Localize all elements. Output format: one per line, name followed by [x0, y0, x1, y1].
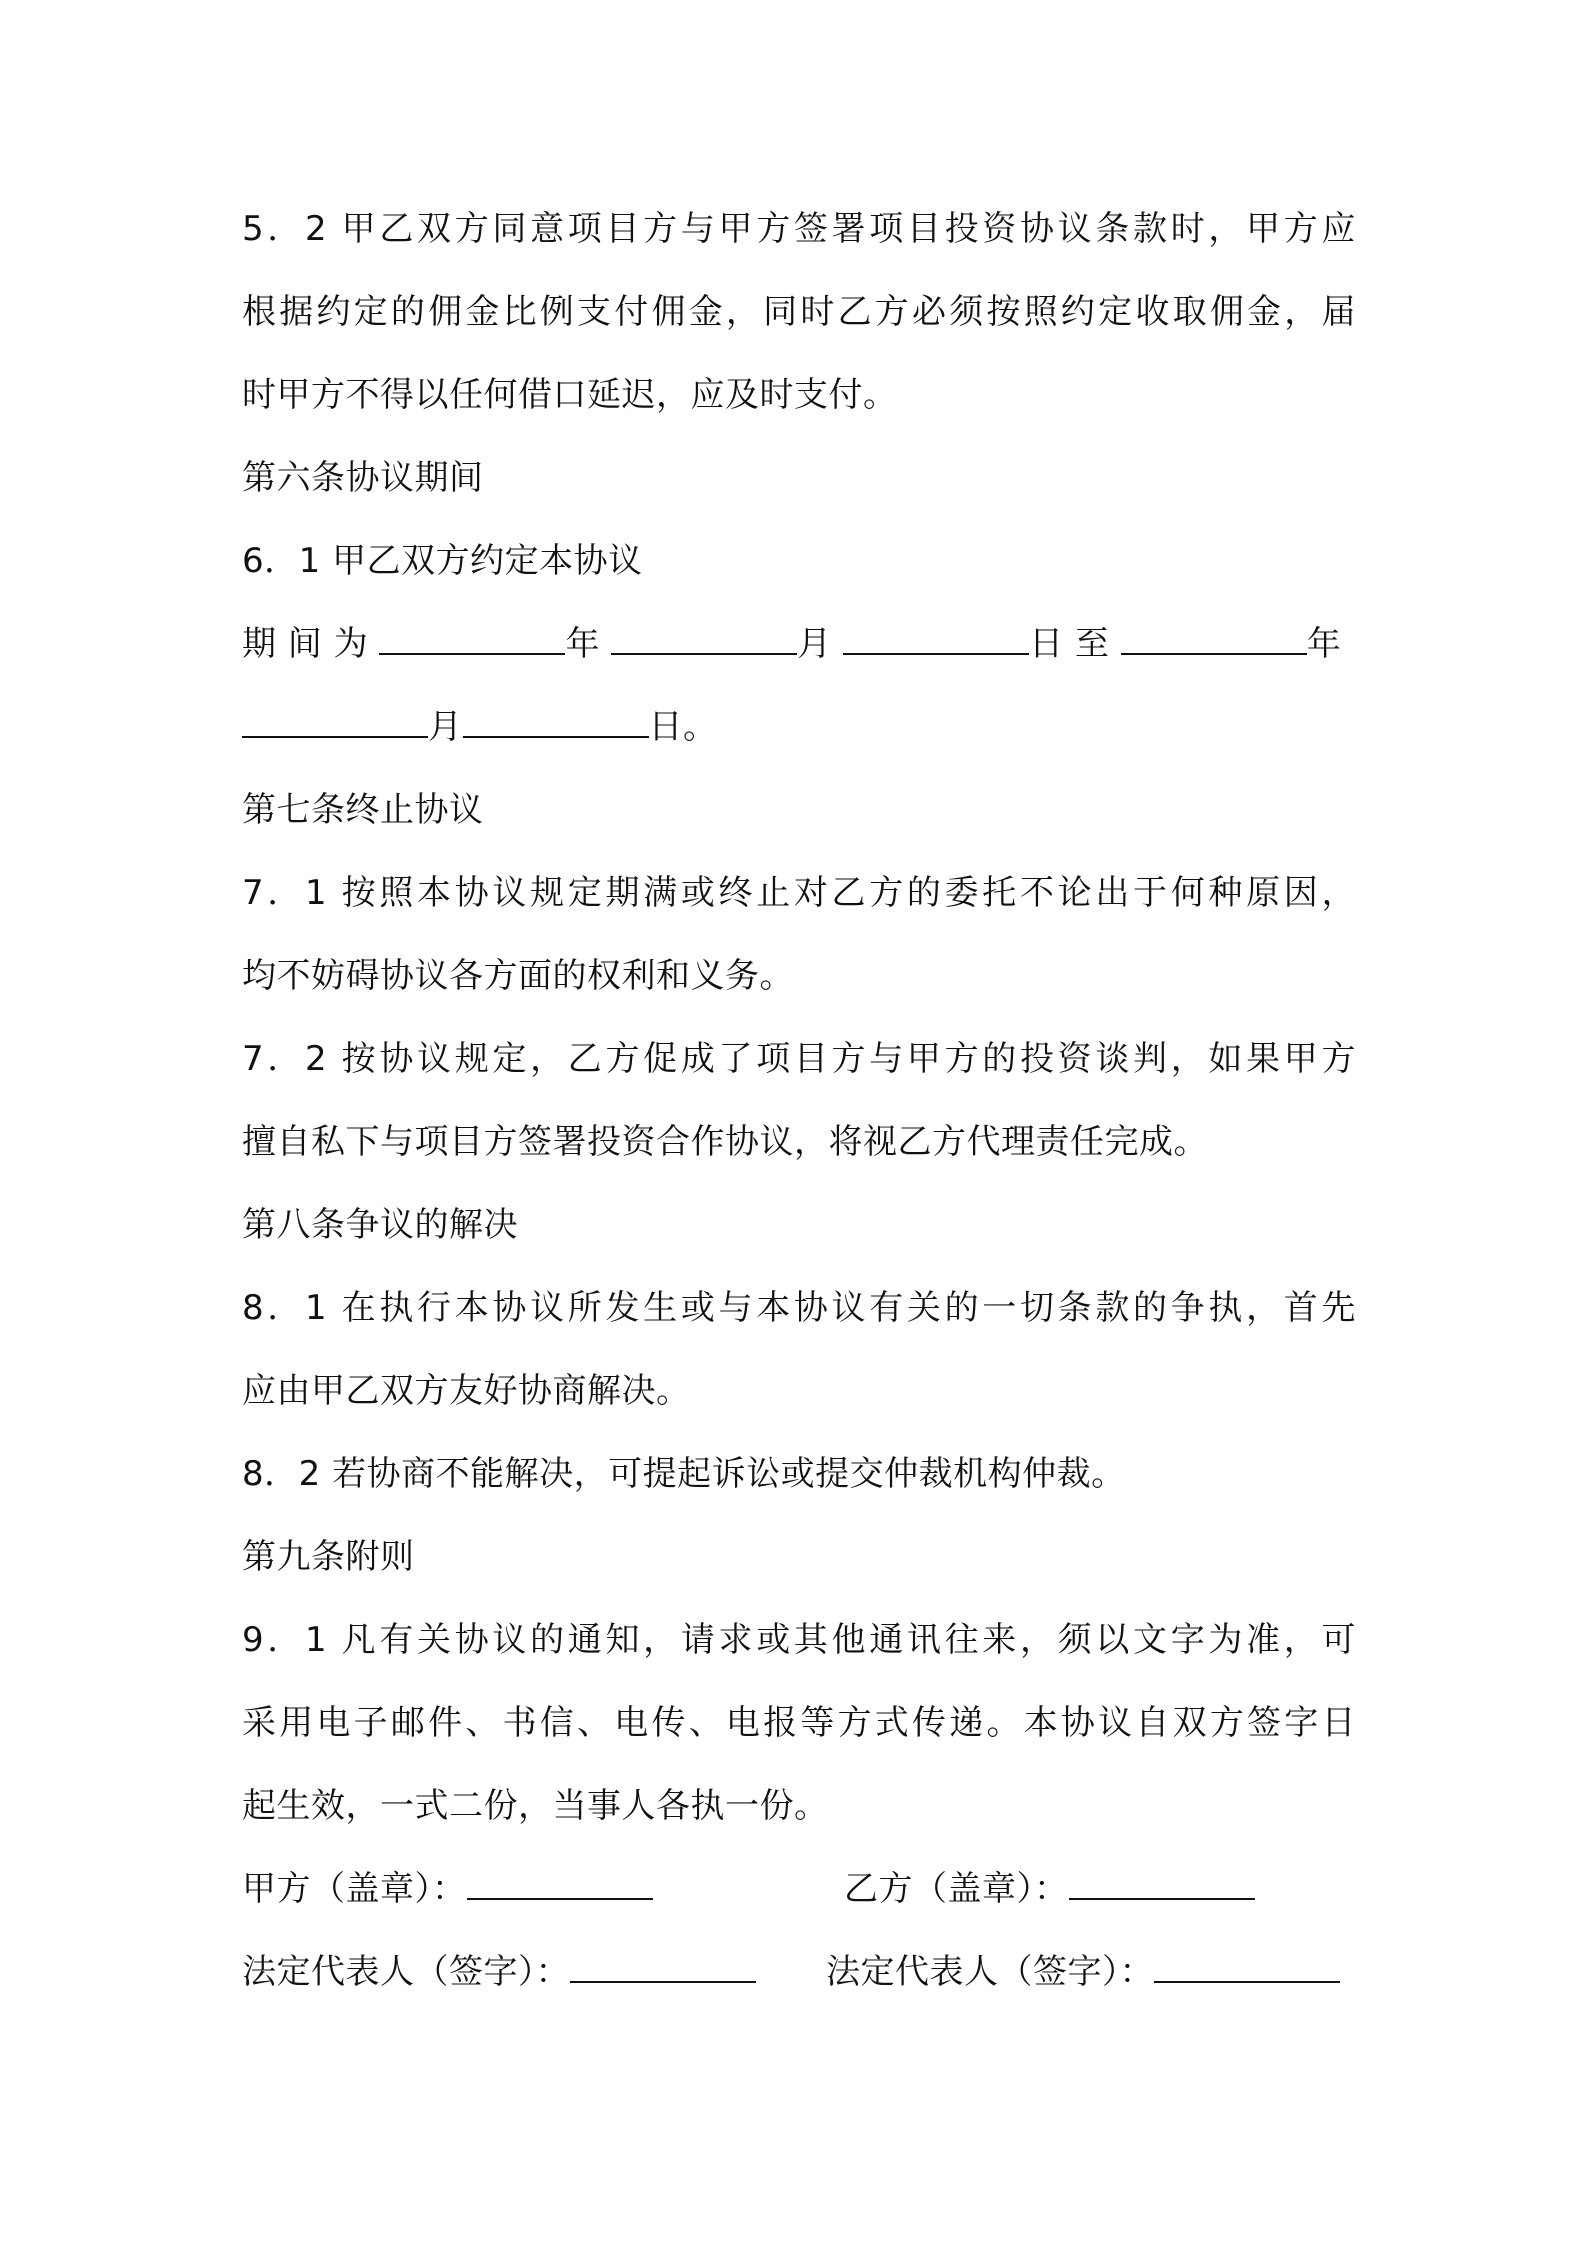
clause-9-1-line-3: 起生效，一式二份，当事人各执一份。: [242, 1786, 829, 1826]
clause-8-2: 8．2 若协商不能解决，可提起诉讼或提交仲裁机构仲裁。: [242, 1454, 1126, 1494]
party-a-seal-field: [242, 1867, 653, 1911]
month-blank: [611, 623, 797, 655]
clause-5-2-line-3: 时甲方不得以任何借口延迟，应及时支付。: [242, 375, 898, 415]
year-label: 年: [565, 624, 600, 664]
party-a-rep-label: 法定代表人（签字）：: [242, 1952, 570, 1992]
party-b-rep-label: 法定代表人（签字）：: [826, 1952, 1154, 1992]
party-a-rep-blank: [570, 1951, 756, 1983]
clause-7-1-line-1: 7．1 按照本协议规定期满或终止对乙方的委托不论出于何种原因，: [242, 873, 1356, 913]
article-9-heading: 第九条附则: [242, 1537, 415, 1577]
party-b-seal-field: [844, 1867, 1255, 1911]
party-a-rep-field: [242, 1950, 756, 1994]
clause-8-1-line-1: 8．1 在执行本协议所发生或与本协议有关的一切条款的争执，首先: [242, 1288, 1356, 1328]
clause-7-2-line-1: 7．2 按协议规定，乙方促成了项目方与甲方的投资谈判，如果甲方: [242, 1039, 1356, 1079]
clause-7-2-line-2: 擅自私下与项目方签署投资合作协议，将视乙方代理责任完成。: [242, 1122, 1208, 1162]
month-blank-2: [242, 706, 428, 738]
day-end-label: 日。: [648, 707, 718, 747]
party-b-rep-field: [826, 1950, 1340, 1994]
clause-6-1-period-line: [242, 622, 1356, 666]
party-b-seal-label: 乙方（盖章）：: [844, 1869, 1069, 1909]
article-6-heading: 第六条协议期间: [242, 458, 484, 498]
clause-5-2-line-2: 根据约定的佣金比例支付佣金，同时乙方必须按照约定收取佣金，届: [242, 292, 1356, 332]
article-7-heading: 第七条终止协议: [242, 790, 484, 830]
clause-7-1-line-2: 均不妨碍协议各方面的权利和义务。: [242, 956, 794, 996]
month-label: 月: [797, 624, 832, 664]
day-blank-2: [463, 706, 649, 738]
party-a-seal-blank: [467, 1868, 653, 1900]
year-label-2: 年: [1306, 624, 1342, 664]
clause-6-1-line-1: 6．1 甲乙双方约定本协议: [242, 541, 643, 581]
clause-5-2-line-1: 5．2 甲乙双方同意项目方与甲方签署项目投资协议条款时，甲方应: [242, 209, 1356, 249]
party-b-rep-blank: [1154, 1951, 1340, 1983]
clause-9-1-line-2: 采用电子邮件、书信、电传、电报等方式传递。本协议自双方签字日: [242, 1703, 1356, 1743]
party-a-seal-label: 甲方（盖章）：: [242, 1869, 467, 1909]
day-to-label: 日 至: [1029, 624, 1110, 664]
clause-9-1-line-1: 9．1 凡有关协议的通知，请求或其他通讯往来，须以文字为准，可: [242, 1620, 1356, 1660]
year-blank-2: [1121, 623, 1307, 655]
clause-8-1-line-2: 应由甲乙双方友好协商解决。: [242, 1371, 691, 1411]
month-label-2: 月: [428, 707, 463, 747]
clause-6-1-end-line: [242, 705, 718, 749]
article-8-heading: 第八条争议的解决: [242, 1205, 518, 1245]
day-blank: [843, 623, 1029, 655]
year-blank: [379, 623, 565, 655]
period-prefix: 期 间 为: [242, 624, 369, 664]
party-b-seal-blank: [1069, 1868, 1255, 1900]
